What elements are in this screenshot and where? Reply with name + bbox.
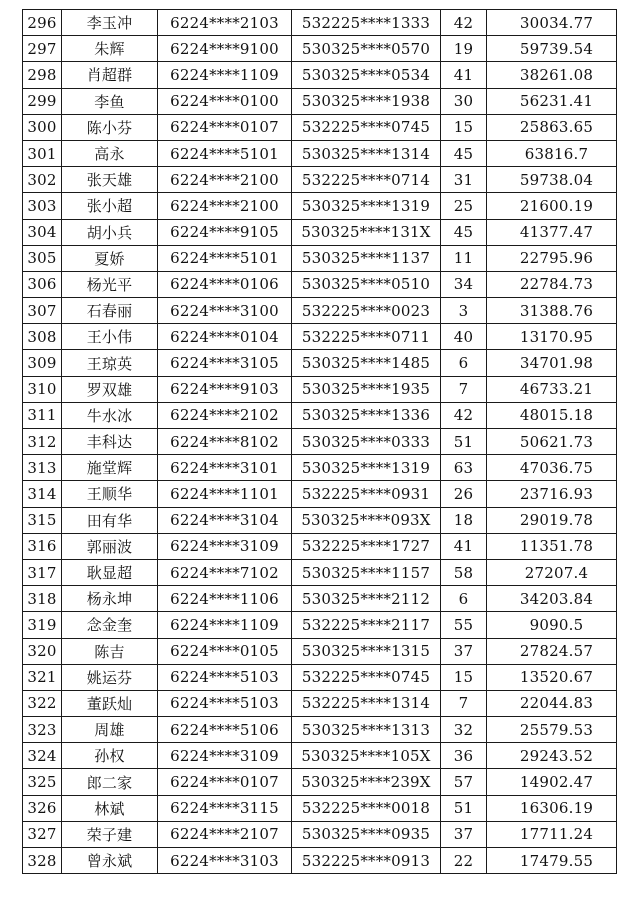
amount-cell: 38261.08 [487, 62, 617, 88]
count-cell: 37 [441, 638, 487, 664]
id-number-cell: 530325****2112 [292, 586, 441, 612]
table-row [23, 638, 617, 664]
amount-cell: 29019.78 [487, 507, 617, 533]
id-number-cell: 530325****0935 [292, 821, 441, 847]
count-cell: 41 [441, 533, 487, 559]
amount-cell: 30034.77 [487, 10, 617, 36]
bank-card-cell: 6224****3101 [158, 455, 292, 481]
id-number-cell: 532225****1314 [292, 690, 441, 716]
bank-card-cell: 6224****9100 [158, 36, 292, 62]
bank-card-cell: 6224****3109 [158, 533, 292, 559]
count-cell: 36 [441, 743, 487, 769]
name-cell: 郎二家 [62, 769, 158, 795]
bank-card-cell: 6224****2107 [158, 821, 292, 847]
amount-cell: 63816.7 [487, 140, 617, 166]
name-cell: 牛水冰 [62, 402, 158, 428]
amount-cell: 25863.65 [487, 114, 617, 140]
bank-card-cell: 6224****3105 [158, 350, 292, 376]
id-number-cell: 530325****1319 [292, 193, 441, 219]
name-cell: 姚运芬 [62, 664, 158, 690]
id-number-cell: 530325****1336 [292, 402, 441, 428]
count-cell: 40 [441, 324, 487, 350]
bank-card-cell: 6224****9105 [158, 219, 292, 245]
id-number-cell: 532225****0745 [292, 664, 441, 690]
bank-card-cell: 6224****5101 [158, 245, 292, 271]
name-cell: 罗双雄 [62, 376, 158, 402]
name-cell: 李鱼 [62, 88, 158, 114]
amount-cell: 11351.78 [487, 533, 617, 559]
amount-cell: 17479.55 [487, 848, 617, 874]
count-cell: 51 [441, 429, 487, 455]
id-number-cell: 532225****0023 [292, 298, 441, 324]
amount-cell: 16306.19 [487, 795, 617, 821]
row-number-cell: 310 [23, 376, 62, 402]
name-cell: 胡小兵 [62, 219, 158, 245]
count-cell: 63 [441, 455, 487, 481]
id-number-cell: 530325****1935 [292, 376, 441, 402]
row-number-cell: 306 [23, 271, 62, 297]
id-number-cell: 530325****0333 [292, 429, 441, 455]
id-number-cell: 530325****1315 [292, 638, 441, 664]
name-cell: 王顺华 [62, 481, 158, 507]
count-cell: 18 [441, 507, 487, 533]
id-number-cell: 532225****0931 [292, 481, 441, 507]
table-row [23, 114, 617, 140]
name-cell: 高永 [62, 140, 158, 166]
count-cell: 6 [441, 586, 487, 612]
count-cell: 32 [441, 717, 487, 743]
bank-card-cell: 6224****0107 [158, 114, 292, 140]
count-cell: 45 [441, 219, 487, 245]
id-number-cell: 530325****105X [292, 743, 441, 769]
row-number-cell: 309 [23, 350, 62, 376]
id-number-cell: 530325****1157 [292, 559, 441, 585]
name-cell: 施堂辉 [62, 455, 158, 481]
amount-cell: 23716.93 [487, 481, 617, 507]
row-number-cell: 324 [23, 743, 62, 769]
id-number-cell: 530325****0510 [292, 271, 441, 297]
bank-card-cell: 6224****2100 [158, 167, 292, 193]
bank-card-cell: 6224****0100 [158, 88, 292, 114]
table-row [23, 455, 617, 481]
count-cell: 45 [441, 140, 487, 166]
amount-cell: 41377.47 [487, 219, 617, 245]
name-cell: 田有华 [62, 507, 158, 533]
id-number-cell: 530325****239X [292, 769, 441, 795]
name-cell: 耿显超 [62, 559, 158, 585]
table-row [23, 717, 617, 743]
id-number-cell: 530325****093X [292, 507, 441, 533]
count-cell: 41 [441, 62, 487, 88]
table-row [23, 507, 617, 533]
count-cell: 7 [441, 690, 487, 716]
name-cell: 李玉冲 [62, 10, 158, 36]
row-number-cell: 313 [23, 455, 62, 481]
row-number-cell: 325 [23, 769, 62, 795]
count-cell: 6 [441, 350, 487, 376]
count-cell: 19 [441, 36, 487, 62]
amount-cell: 48015.18 [487, 402, 617, 428]
amount-cell: 9090.5 [487, 612, 617, 638]
document-page [22, 9, 617, 874]
count-cell: 15 [441, 664, 487, 690]
name-cell: 杨永坤 [62, 586, 158, 612]
id-number-cell: 532225****0714 [292, 167, 441, 193]
bank-card-cell: 6224****1101 [158, 481, 292, 507]
row-number-cell: 319 [23, 612, 62, 638]
bank-card-cell: 6224****2102 [158, 402, 292, 428]
row-number-cell: 312 [23, 429, 62, 455]
row-number-cell: 299 [23, 88, 62, 114]
id-number-cell: 532225****0913 [292, 848, 441, 874]
row-number-cell: 321 [23, 664, 62, 690]
table-row [23, 429, 617, 455]
table-row [23, 140, 617, 166]
amount-cell: 47036.75 [487, 455, 617, 481]
amount-cell: 13520.67 [487, 664, 617, 690]
amount-cell: 59739.54 [487, 36, 617, 62]
amount-cell: 34203.84 [487, 586, 617, 612]
table-row [23, 350, 617, 376]
table-row [23, 402, 617, 428]
name-cell: 郭丽波 [62, 533, 158, 559]
id-number-cell: 530325****131X [292, 219, 441, 245]
id-number-cell: 530325****1319 [292, 455, 441, 481]
name-cell: 周雄 [62, 717, 158, 743]
bank-card-cell: 6224****3103 [158, 848, 292, 874]
bank-card-cell: 6224****1106 [158, 586, 292, 612]
table-row [23, 271, 617, 297]
name-cell: 朱辉 [62, 36, 158, 62]
row-number-cell: 305 [23, 245, 62, 271]
count-cell: 58 [441, 559, 487, 585]
count-cell: 34 [441, 271, 487, 297]
bank-card-cell: 6224****5106 [158, 717, 292, 743]
id-number-cell: 532225****0711 [292, 324, 441, 350]
name-cell: 石春丽 [62, 298, 158, 324]
table-row [23, 36, 617, 62]
id-number-cell: 530325****1938 [292, 88, 441, 114]
bank-card-cell: 6224****9103 [158, 376, 292, 402]
bank-card-cell: 6224****3115 [158, 795, 292, 821]
name-cell: 丰科达 [62, 429, 158, 455]
row-number-cell: 311 [23, 402, 62, 428]
table-row [23, 219, 617, 245]
amount-cell: 22044.83 [487, 690, 617, 716]
name-cell: 林斌 [62, 795, 158, 821]
row-number-cell: 316 [23, 533, 62, 559]
count-cell: 42 [441, 402, 487, 428]
count-cell: 37 [441, 821, 487, 847]
bank-card-cell: 6224****3109 [158, 743, 292, 769]
amount-cell: 17711.24 [487, 821, 617, 847]
payment-table [22, 9, 617, 874]
row-number-cell: 315 [23, 507, 62, 533]
bank-card-cell: 6224****3104 [158, 507, 292, 533]
count-cell: 11 [441, 245, 487, 271]
row-number-cell: 297 [23, 36, 62, 62]
row-number-cell: 307 [23, 298, 62, 324]
count-cell: 31 [441, 167, 487, 193]
bank-card-cell: 6224****2103 [158, 10, 292, 36]
id-number-cell: 532225****1333 [292, 10, 441, 36]
bank-card-cell: 6224****7102 [158, 559, 292, 585]
amount-cell: 29243.52 [487, 743, 617, 769]
row-number-cell: 326 [23, 795, 62, 821]
bank-card-cell: 6224****1109 [158, 612, 292, 638]
table-row [23, 298, 617, 324]
id-number-cell: 530325****1485 [292, 350, 441, 376]
count-cell: 22 [441, 848, 487, 874]
count-cell: 7 [441, 376, 487, 402]
row-number-cell: 323 [23, 717, 62, 743]
bank-card-cell: 6224****0104 [158, 324, 292, 350]
bank-card-cell: 6224****3100 [158, 298, 292, 324]
amount-cell: 46733.21 [487, 376, 617, 402]
name-cell: 杨光平 [62, 271, 158, 297]
id-number-cell: 532225****1727 [292, 533, 441, 559]
table-row [23, 167, 617, 193]
table-row [23, 559, 617, 585]
name-cell: 陈小芬 [62, 114, 158, 140]
row-number-cell: 327 [23, 821, 62, 847]
table-row [23, 664, 617, 690]
row-number-cell: 308 [23, 324, 62, 350]
name-cell: 夏娇 [62, 245, 158, 271]
id-number-cell: 532225****2117 [292, 612, 441, 638]
row-number-cell: 300 [23, 114, 62, 140]
id-number-cell: 530325****0534 [292, 62, 441, 88]
name-cell: 念金奎 [62, 612, 158, 638]
table-row [23, 848, 617, 874]
table-row [23, 586, 617, 612]
id-number-cell: 530325****0570 [292, 36, 441, 62]
count-cell: 30 [441, 88, 487, 114]
name-cell: 肖超群 [62, 62, 158, 88]
id-number-cell: 530325****1137 [292, 245, 441, 271]
bank-card-cell: 6224****5103 [158, 664, 292, 690]
count-cell: 26 [441, 481, 487, 507]
table-row [23, 62, 617, 88]
amount-cell: 25579.53 [487, 717, 617, 743]
bank-card-cell: 6224****5101 [158, 140, 292, 166]
id-number-cell: 532225****0745 [292, 114, 441, 140]
row-number-cell: 304 [23, 219, 62, 245]
row-number-cell: 314 [23, 481, 62, 507]
name-cell: 张小超 [62, 193, 158, 219]
name-cell: 荣子建 [62, 821, 158, 847]
count-cell: 3 [441, 298, 487, 324]
name-cell: 王琼英 [62, 350, 158, 376]
id-number-cell: 530325****1313 [292, 717, 441, 743]
bank-card-cell: 6224****5103 [158, 690, 292, 716]
bank-card-cell: 6224****1109 [158, 62, 292, 88]
bank-card-cell: 6224****0107 [158, 769, 292, 795]
table-row [23, 690, 617, 716]
row-number-cell: 303 [23, 193, 62, 219]
row-number-cell: 296 [23, 10, 62, 36]
id-number-cell: 530325****1314 [292, 140, 441, 166]
row-number-cell: 328 [23, 848, 62, 874]
table-row [23, 245, 617, 271]
amount-cell: 14902.47 [487, 769, 617, 795]
row-number-cell: 298 [23, 62, 62, 88]
id-number-cell: 532225****0018 [292, 795, 441, 821]
table-row [23, 743, 617, 769]
table-row [23, 821, 617, 847]
row-number-cell: 317 [23, 559, 62, 585]
count-cell: 25 [441, 193, 487, 219]
amount-cell: 59738.04 [487, 167, 617, 193]
row-number-cell: 322 [23, 690, 62, 716]
row-number-cell: 302 [23, 167, 62, 193]
name-cell: 孙权 [62, 743, 158, 769]
table-row [23, 481, 617, 507]
row-number-cell: 318 [23, 586, 62, 612]
table-row [23, 612, 617, 638]
table-row [23, 88, 617, 114]
amount-cell: 56231.41 [487, 88, 617, 114]
count-cell: 42 [441, 10, 487, 36]
count-cell: 51 [441, 795, 487, 821]
table-row [23, 324, 617, 350]
table-row [23, 10, 617, 36]
amount-cell: 50621.73 [487, 429, 617, 455]
name-cell: 董跃灿 [62, 690, 158, 716]
table-row [23, 533, 617, 559]
name-cell: 曾永斌 [62, 848, 158, 874]
bank-card-cell: 6224****8102 [158, 429, 292, 455]
bank-card-cell: 6224****0105 [158, 638, 292, 664]
name-cell: 陈吉 [62, 638, 158, 664]
count-cell: 57 [441, 769, 487, 795]
table-row [23, 769, 617, 795]
table-row [23, 795, 617, 821]
table-row [23, 376, 617, 402]
name-cell: 张天雄 [62, 167, 158, 193]
count-cell: 55 [441, 612, 487, 638]
table-body [23, 10, 617, 874]
name-cell: 王小伟 [62, 324, 158, 350]
bank-card-cell: 6224****2100 [158, 193, 292, 219]
table-row [23, 193, 617, 219]
count-cell: 15 [441, 114, 487, 140]
amount-cell: 22784.73 [487, 271, 617, 297]
amount-cell: 13170.95 [487, 324, 617, 350]
amount-cell: 27207.4 [487, 559, 617, 585]
bank-card-cell: 6224****0106 [158, 271, 292, 297]
amount-cell: 27824.57 [487, 638, 617, 664]
amount-cell: 34701.98 [487, 350, 617, 376]
row-number-cell: 320 [23, 638, 62, 664]
amount-cell: 22795.96 [487, 245, 617, 271]
row-number-cell: 301 [23, 140, 62, 166]
amount-cell: 31388.76 [487, 298, 617, 324]
amount-cell: 21600.19 [487, 193, 617, 219]
